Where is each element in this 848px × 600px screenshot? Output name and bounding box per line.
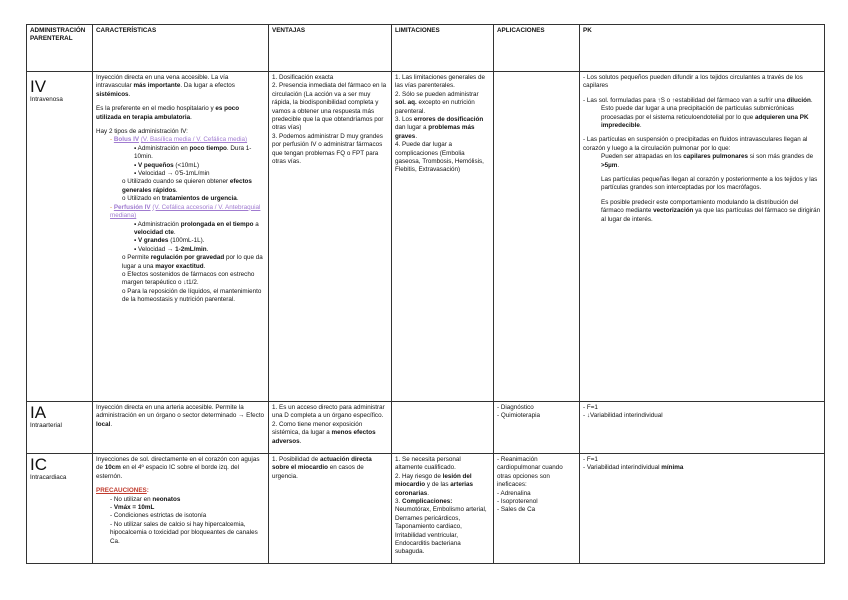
- ic-pk: - F=1 - Variabilidad interindividual mínima: [580, 454, 825, 564]
- ia-caracteristicas: Inyección directa en una arteria accesible. Permite la administración en un órgano o sector determinado → Efecto local.: [93, 402, 269, 454]
- iv-aplicaciones: [494, 72, 580, 402]
- ic-name: Intracardiaca: [30, 474, 67, 481]
- iv-caracteristicas: Inyección directa en una vena accesible. La vía intravascular más importante. Da lugar a efectos sistémicos. Es la preferente en el medio hospitalario y es poco utilizada en terapia ambulatoria. Hay 2 tipos de administración IV: - Bolus IV (V. Basílica media / V. Cefálica media) ▪ Administración en poco tiempo. Dura 1-10min. ▪ V pequeños (<10mL) ▪ Velocidad → 0'5-1mL/min o Utilizado cuando se quieren obtener efectos generales rápidos. o Utilizado en tratamientos de urgencia. - Perfusión IV (V. Cefálica accesoria / V. Antebraquial mediana) ▪ Administración prolongada en el tiempo a velocidad cte. ▪ V grandes (100mL-1L). ▪ Velocidad → 1-2mL/min. o Permite regulación por gravedad por lo que da lugar a una mayor exactitud. o Efectos sostenidos de fármacos con estrecho margen terapéutico o ↓t1/2. o Para la reposición de líquidos, el mantenimiento de la homeostasis y nutrición parenteral.: [93, 72, 269, 402]
- ic-abbr: IC: [30, 455, 47, 474]
- ic-caracteristicas: Inyecciones de sol. directamente en el corazón con agujas de 10cm en el 4º espacio IC sobre el borde izq. del esternón. PRECAUCIONES: - No utilizar en neonatos - Vmáx = 10mL - Condiciones estrictas de isotonía - No utilizar sales de calcio si hay hipercalcemia, hipocalcemia o toxicidad por bloqueantes de canales Ca.: [93, 454, 269, 564]
- header-row: [27, 25, 825, 72]
- iv-route: [27, 72, 93, 402]
- ic-route: [27, 454, 93, 564]
- header-pk: PK: [580, 25, 825, 72]
- header-ventajas: VENTAJAS: [269, 25, 392, 72]
- ia-pk: - F=1 - ↓Variabilidad interindividual: [580, 402, 825, 454]
- row-ia: [27, 402, 825, 454]
- iv-ventajas: 1. Dosificación exacta 2. Presencia inmediata del fármaco en la circulación (La acción va a ser muy rápida, la biodisponibilidad completa y vamos a obtener una respuesta más predecible que la que obtendríamos por otras vías) 3. Podemos administrar D muy grandes por perfusión IV o administrar fármacos que tengan problemas FQ o FPT para otras vías.: [269, 72, 392, 402]
- ia-name: Intraarterial: [30, 422, 62, 429]
- header-administracion: ADMINISTRACIÓN PARENTERAL: [27, 25, 93, 72]
- ia-abbr: IA: [30, 403, 47, 422]
- iv-name: Intravenosa: [30, 96, 63, 103]
- ia-limitaciones: [392, 402, 494, 454]
- row-iv: [27, 72, 825, 402]
- header-caracteristicas: CARACTERÍSTICAS: [93, 25, 269, 72]
- iv-abbr: IV: [30, 77, 47, 96]
- ic-aplicaciones: - Reanimación cardiopulmonar cuando otras opciones son ineficaces: - Adrenalina - Isoproterenol - Sales de Ca: [494, 454, 580, 564]
- parenteral-table: [26, 24, 825, 564]
- row-ic: [27, 454, 825, 564]
- ic-ventajas: 1. Posibilidad de actuación directa sobre el miocardio en casos de urgencia.: [269, 454, 392, 564]
- iv-pk: - Los solutos pequeños pueden difundir a los tejidos circulantes a través de los capilares - Las sol. formuladas para ↑S o ↑estabilidad del fármaco van a sufrir una dilución. Esto puede dar lugar a una precipitación de partículas submicrónicas procesadas por el sistema reticuloendotelial por lo que adquieren una PK impredecible. - Las partículas en suspensión o precipitadas en fluidos intravasculares llegan al corazón y luego a la circulación pulmonar por lo que: Pueden ser atrapadas en los capilares pulmonares si son más grandes de >5µm. Las partículas pequeñas llegan al corazón y posteriormente a los tejidos y las partículas grandes son interceptadas por los macrófagos. Es posible predecir este comportamiento modulando la distribución del fármaco mediante vectorización ya que las partículas del fármaco se dirigirán al lugar de interés.: [580, 72, 825, 402]
- ic-limitaciones: 1. Se necesita personal altamente cualificado. 2. Hay riesgo de lesión del miocardio y de las arterias coronarias. 3. Complicaciones: Neumotórax, Embolismo arterial, Derrames pericárdicos, Taponamiento cardiaco, Irritabilidad ventricular, Endocarditis bacteriana subaguda.: [392, 454, 494, 564]
- header-limitaciones: LIMITACIONES: [392, 25, 494, 72]
- ia-route: [27, 402, 93, 454]
- header-aplicaciones: APLICACIONES: [494, 25, 580, 72]
- iv-limitaciones: 1. Las limitaciones generales de las vías parenterales. 2. Sólo se pueden administrar sol. aq. excepto en nutrición parenteral. 3. Los errores de dosificación dan lugar a problemas más graves. 4. Puede dar lugar a complicaciones (Embolia gaseosa, Trombosis, Hemólisis, Flebitis, Extravasación): [392, 72, 494, 402]
- ia-ventajas: 1. Es un acceso directo para administrar una D completa a un órgano específico. 2. Como tiene menor exposición sistémica, da lugar a menos efectos adversos.: [269, 402, 392, 454]
- ia-aplicaciones: - Diagnóstico - Quimioterapia: [494, 402, 580, 454]
